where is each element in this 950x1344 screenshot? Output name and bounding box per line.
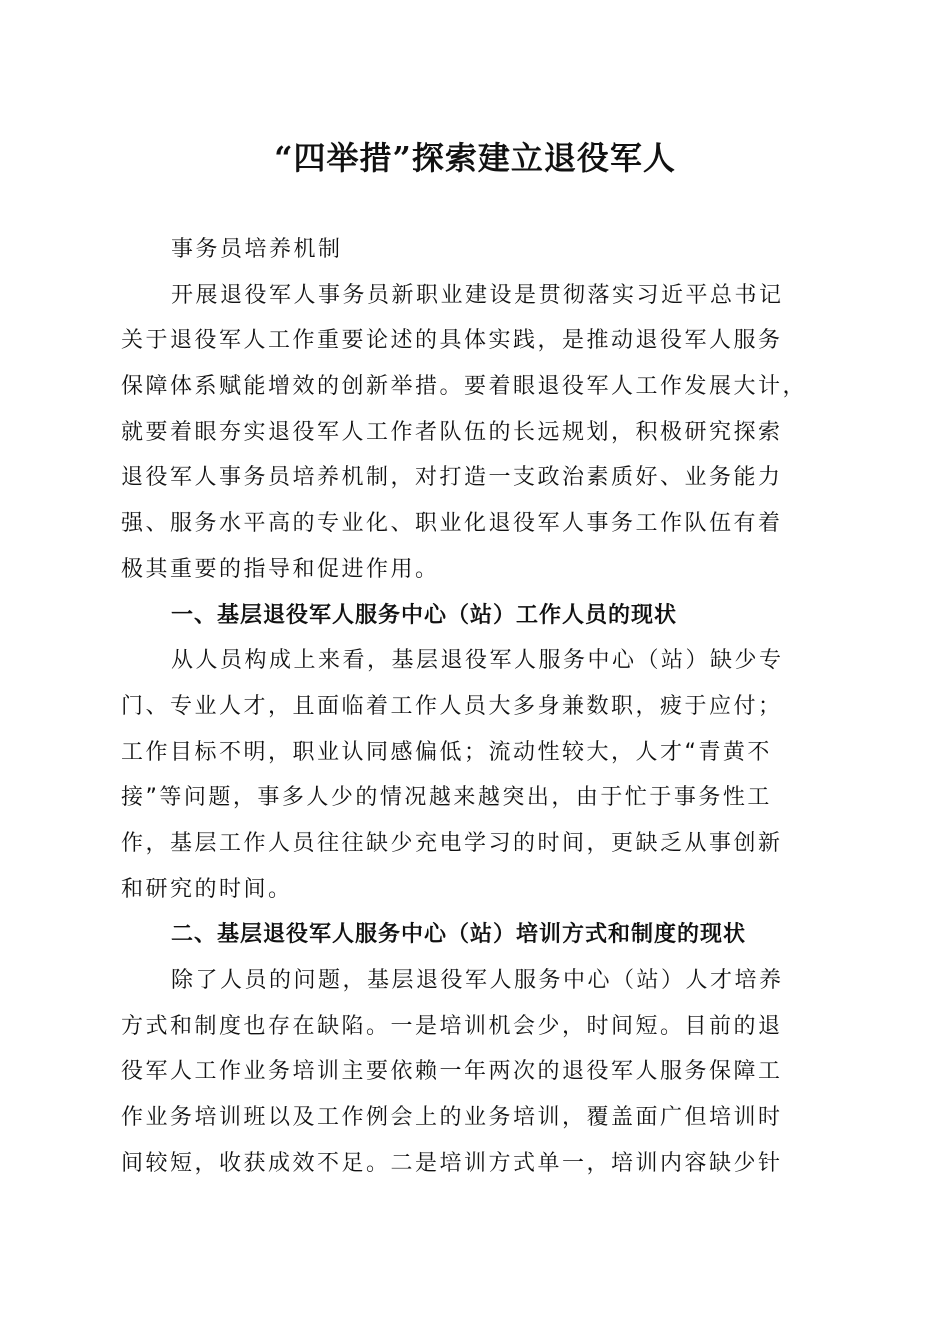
paragraph-2-line: 和研究的时间。 [121, 876, 293, 902]
document-body [121, 227, 829, 1186]
paragraph-1-line: 极其重要的指导和促进作用。 [121, 556, 440, 582]
paragraph-2-line: 接”等问题，事多人少的情况越来越突出，由于忙于事务性工 [121, 785, 772, 811]
paragraph-3-line: 役军人工作业务培训主要依赖一年两次的退役军人服务保障工 [121, 1059, 783, 1085]
paragraph-2-line: 工作目标不明，职业认同感偏低；流动性较大，人才“青黄不 [121, 739, 772, 765]
paragraph-2-line: 从人员构成上来看，基层退役军人服务中心（站）缺少专 [171, 648, 784, 674]
paragraph-1-line: 强、服务水平高的专业化、职业化退役军人事务工作队伍有着 [121, 511, 783, 537]
paragraph-2-line: 作，基层工作人员往往缺少充电学习的时间，更缺乏从事创新 [121, 830, 783, 856]
paragraph-1-line: 退役军人事务员培养机制，对打造一支政治素质好、业务能力 [121, 465, 783, 491]
paragraph-3-line: 除了人员的问题，基层退役军人服务中心（站）人才培养 [171, 968, 784, 993]
paragraph-1-line: 关于退役军人工作重要论述的具体实践，是推动退役军人服务 [121, 328, 783, 354]
section-heading-2: 二、基层退役军人服务中心（站）培训方式和制度的现状 [171, 922, 747, 948]
paragraph-1-line: 开展退役军人事务员新职业建设是贯彻落实习近平总书记 [171, 282, 784, 308]
paragraph-3-line: 间较短，收获成效不足。二是培训方式单一，培训内容缺少针 [121, 1150, 783, 1176]
paragraph-3-line: 作业务培训班以及工作例会上的业务培训，覆盖面广但培训时 [121, 1105, 783, 1131]
document-title: “四举措”探索建立退役军人 [274, 139, 676, 177]
paragraph-1-line: 保障体系赋能增效的创新举措。要着眼退役军人工作发展大计， [121, 374, 808, 400]
paragraph-1-line: 就要着眼夯实退役军人工作者队伍的长远规划，积极研究探索 [121, 419, 783, 445]
section-heading-1: 一、基层退役军人服务中心（站）工作人员的现状 [171, 602, 678, 628]
paragraph-3-line: 方式和制度也存在缺陷。一是培训机会少，时间短。目前的退 [121, 1013, 783, 1039]
paragraph-2-line: 门、专业人才，且面临着工作人员大多身兼数职，疲于应付； [121, 693, 783, 719]
subtitle-line: 事务员培养机制 [171, 237, 343, 262]
